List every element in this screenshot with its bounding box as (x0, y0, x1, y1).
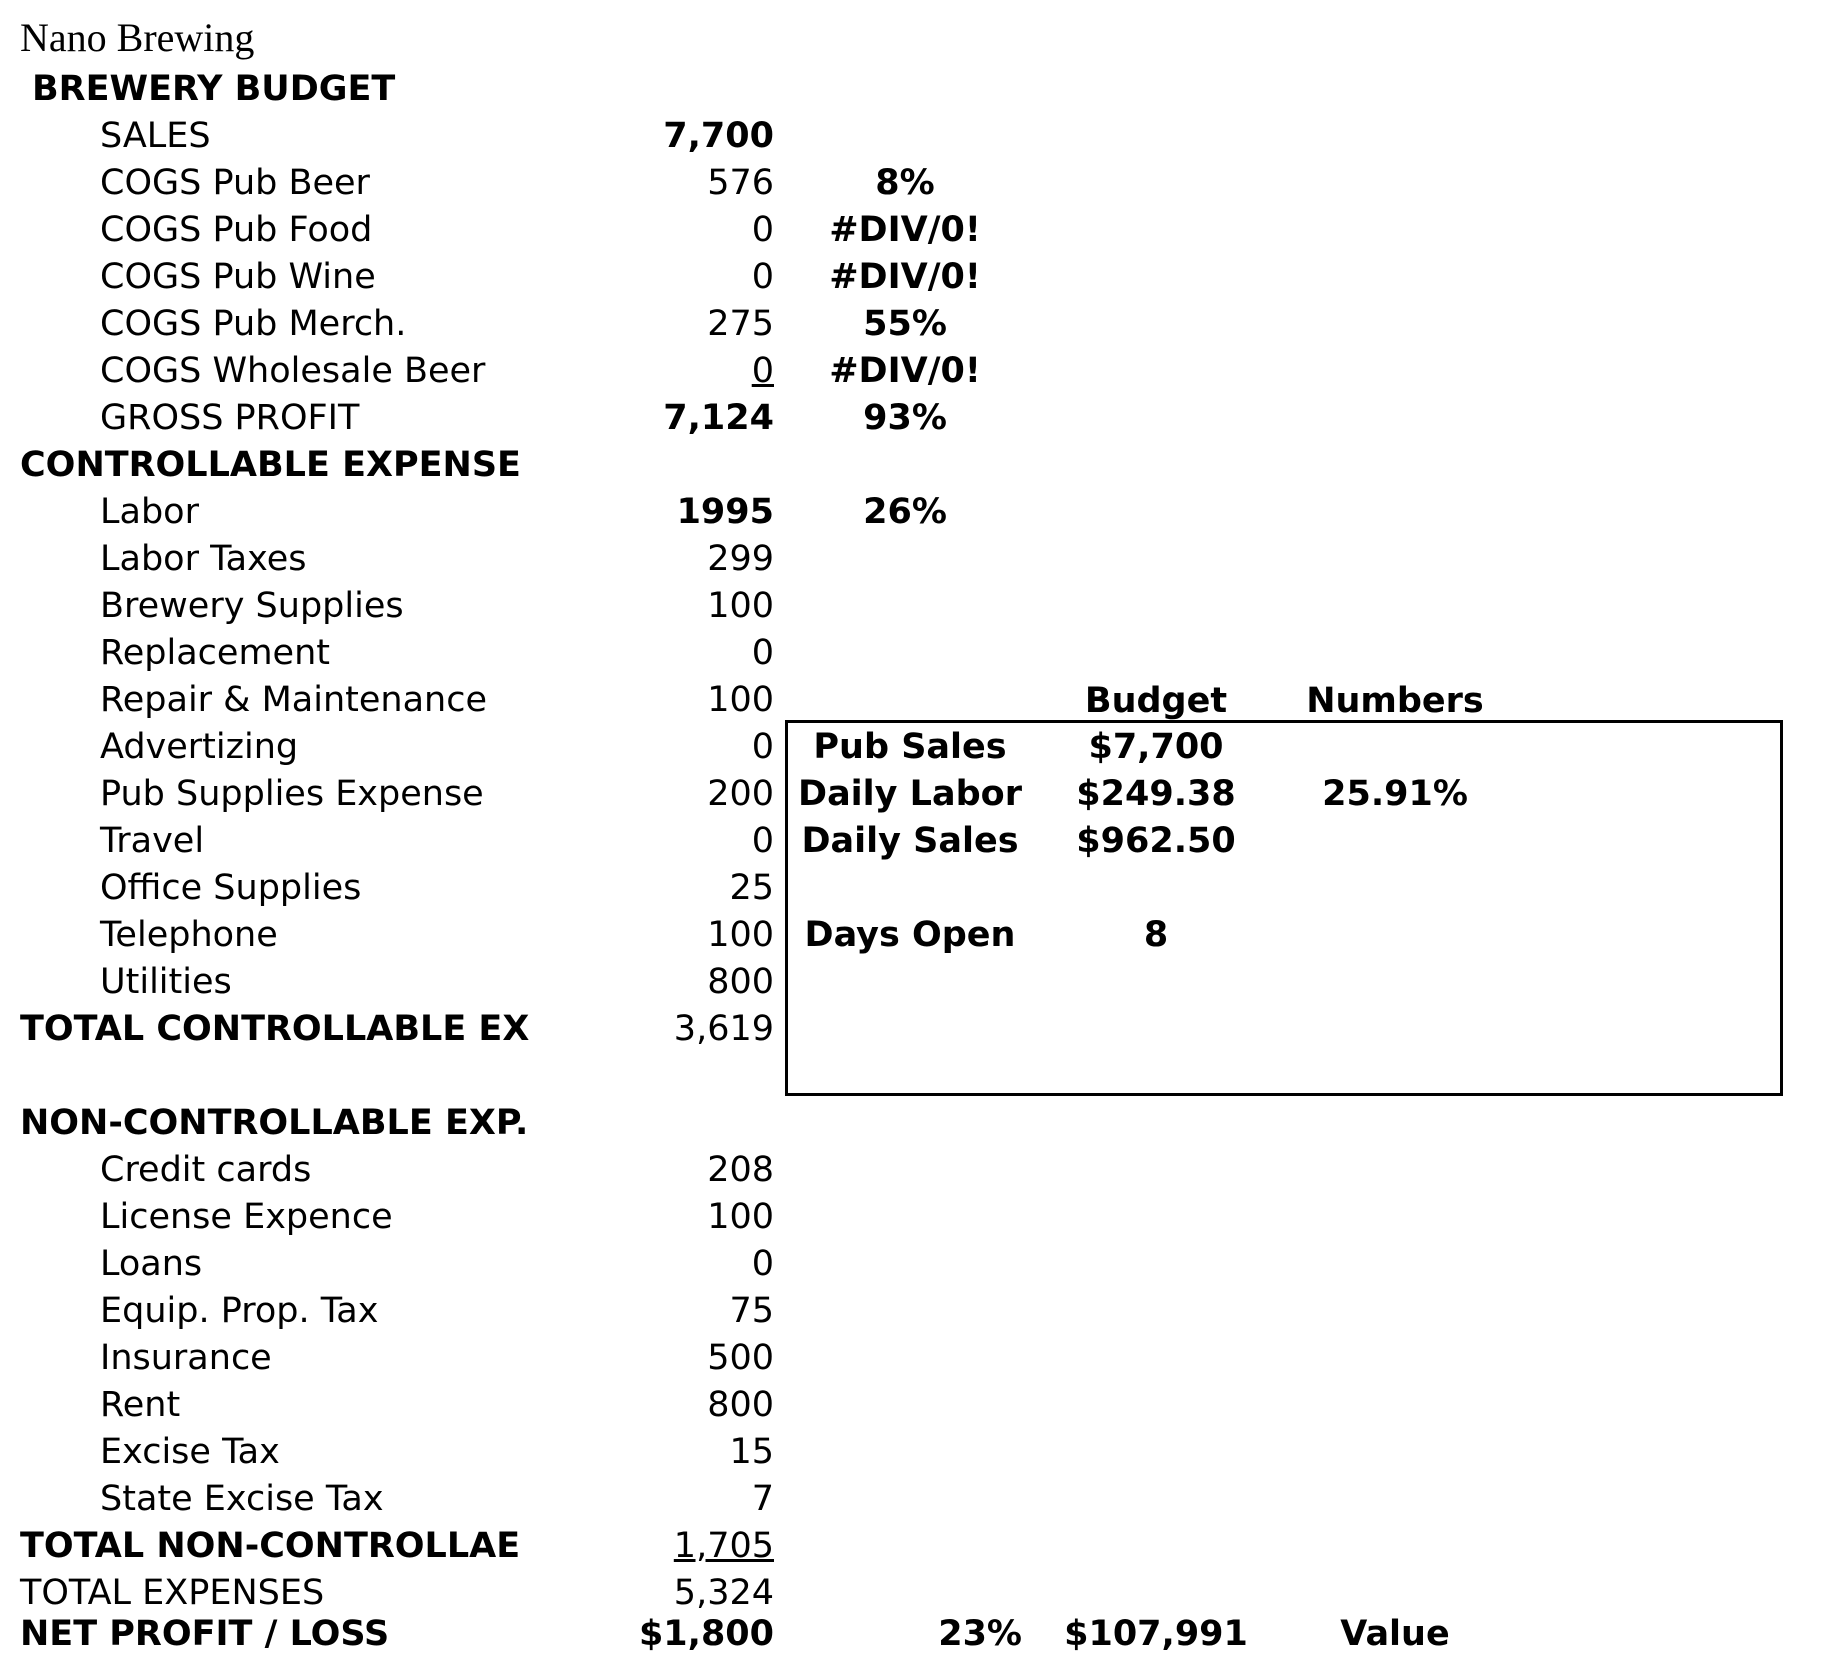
row-value: 275 (707, 304, 774, 344)
summary-col-numbers: Numbers (1306, 681, 1484, 721)
table-row (0, 489, 1828, 536)
daily-sales-label: Daily Sales (801, 821, 1019, 861)
row-label: COGS Pub Beer (100, 163, 370, 203)
daily-sales-value: $962.50 (1076, 821, 1236, 861)
row-percent: 93% (863, 398, 947, 438)
days-open-value: 8 (1143, 915, 1169, 955)
row-label: Rent (100, 1385, 181, 1425)
row-percent: #DIV/0! (829, 351, 981, 391)
table-row (0, 630, 1828, 677)
table-row (0, 1476, 1828, 1523)
row-label: Pub Supplies Expense (100, 774, 484, 814)
table-row (0, 395, 1828, 442)
table-row (0, 207, 1828, 254)
section-header-row (0, 442, 1828, 489)
row-value: 0 (751, 351, 774, 391)
net-profit-percent: 23% (938, 1614, 1022, 1654)
row-value: 1995 (676, 492, 774, 532)
row-value: 100 (707, 1197, 774, 1237)
row-value: $1,800 (638, 1614, 774, 1654)
row-label: Advertizing (100, 727, 299, 767)
row-label: Brewery Supplies (100, 586, 404, 626)
row-percent: 8% (875, 163, 935, 203)
row-value: 25 (729, 868, 774, 908)
table-row (0, 301, 1828, 348)
row-percent: 26% (863, 492, 947, 532)
summary-col-budget: Budget (1084, 681, 1228, 721)
table-row (0, 1241, 1828, 1288)
pub-sales-value: $7,700 (1088, 727, 1224, 767)
row-label: Labor Taxes (100, 539, 307, 579)
row-value: 100 (707, 680, 774, 720)
row-label: Office Supplies (100, 868, 362, 908)
section-header-row (0, 1100, 1828, 1147)
row-label: COGS Pub Wine (100, 257, 376, 297)
section-header: NON-CONTROLLABLE EXP. (20, 1103, 529, 1143)
row-value: 15 (729, 1432, 774, 1472)
table-row (0, 1335, 1828, 1382)
row-value: 0 (751, 821, 774, 861)
row-label: Utilities (100, 962, 232, 1002)
row-percent: #DIV/0! (829, 210, 981, 250)
table-row (0, 1147, 1828, 1194)
budget-title-row (0, 66, 1828, 113)
table-row (0, 583, 1828, 630)
row-label: NET PROFIT / LOSS (20, 1614, 390, 1654)
row-value: 75 (729, 1291, 774, 1331)
row-label: Repair & Maintenance (100, 680, 487, 720)
row-value: 7,700 (663, 116, 774, 156)
row-value: 200 (707, 774, 774, 814)
row-value: 800 (707, 962, 774, 1002)
daily-labor-value: $249.38 (1076, 774, 1236, 814)
daily-labor-percent: 25.91% (1322, 774, 1468, 814)
row-label: COGS Wholesale Beer (100, 351, 486, 391)
table-row (0, 536, 1828, 583)
table-row (0, 1429, 1828, 1476)
row-value: 7 (751, 1479, 774, 1519)
row-percent: 55% (863, 304, 947, 344)
table-row (0, 254, 1828, 301)
row-label: COGS Pub Food (100, 210, 373, 250)
row-label: TOTAL EXPENSES (20, 1573, 325, 1613)
pub-sales-label: Pub Sales (813, 727, 1007, 767)
row-value: 100 (707, 586, 774, 626)
row-label: Telephone (100, 915, 278, 955)
row-label: SALES (100, 116, 211, 156)
table-row (0, 113, 1828, 160)
row-value: 5,324 (673, 1573, 774, 1613)
company-name: Nano Brewing (20, 15, 255, 60)
table-row (0, 1288, 1828, 1335)
row-value: 0 (751, 1244, 774, 1284)
row-value: 0 (751, 257, 774, 297)
days-open-label: Days Open (804, 915, 1016, 955)
row-label: Labor (100, 492, 199, 532)
total-expenses-row (0, 1570, 1828, 1617)
table-row (0, 677, 1828, 724)
row-label: Replacement (100, 633, 330, 673)
row-value: 500 (707, 1338, 774, 1378)
row-value: 800 (707, 1385, 774, 1425)
row-label: Travel (100, 821, 205, 861)
row-value: 3,619 (673, 1009, 774, 1049)
row-label: Excise Tax (100, 1432, 280, 1472)
row-value: 100 (707, 915, 774, 955)
row-label: GROSS PROFIT (100, 398, 360, 438)
section-header: CONTROLLABLE EXPENSE (20, 445, 521, 485)
row-value: 1,705 (673, 1526, 774, 1566)
row-label: Equip. Prop. Tax (100, 1291, 379, 1331)
row-label: Credit cards (100, 1150, 312, 1190)
budget-title: BREWERY BUDGET (32, 69, 396, 109)
daily-labor-label: Daily Labor (798, 774, 1022, 814)
business-valuation: $107,991 (1064, 1614, 1248, 1654)
table-row (0, 348, 1828, 395)
row-value: 0 (751, 210, 774, 250)
row-label: Insurance (100, 1338, 272, 1378)
row-label: Loans (100, 1244, 203, 1284)
table-row (0, 1382, 1828, 1429)
row-label: TOTAL NON-CONTROLLAE (20, 1526, 521, 1566)
row-label: COGS Pub Merch. (100, 304, 407, 344)
table-row (0, 160, 1828, 207)
row-value: 299 (707, 539, 774, 579)
table-row (0, 1194, 1828, 1241)
row-value: 7,124 (663, 398, 774, 438)
row-value: 0 (751, 633, 774, 673)
row-value: 208 (707, 1150, 774, 1190)
total-noncontrollable-row (0, 1523, 1828, 1570)
row-percent: #DIV/0! (829, 257, 981, 297)
row-label: TOTAL CONTROLLABLE EX (20, 1009, 530, 1049)
row-value: 576 (707, 163, 774, 203)
row-label: License Expence (100, 1197, 393, 1237)
valuation-label: Value (1340, 1614, 1450, 1654)
row-value: 0 (751, 727, 774, 767)
row-label: State Excise Tax (100, 1479, 384, 1519)
